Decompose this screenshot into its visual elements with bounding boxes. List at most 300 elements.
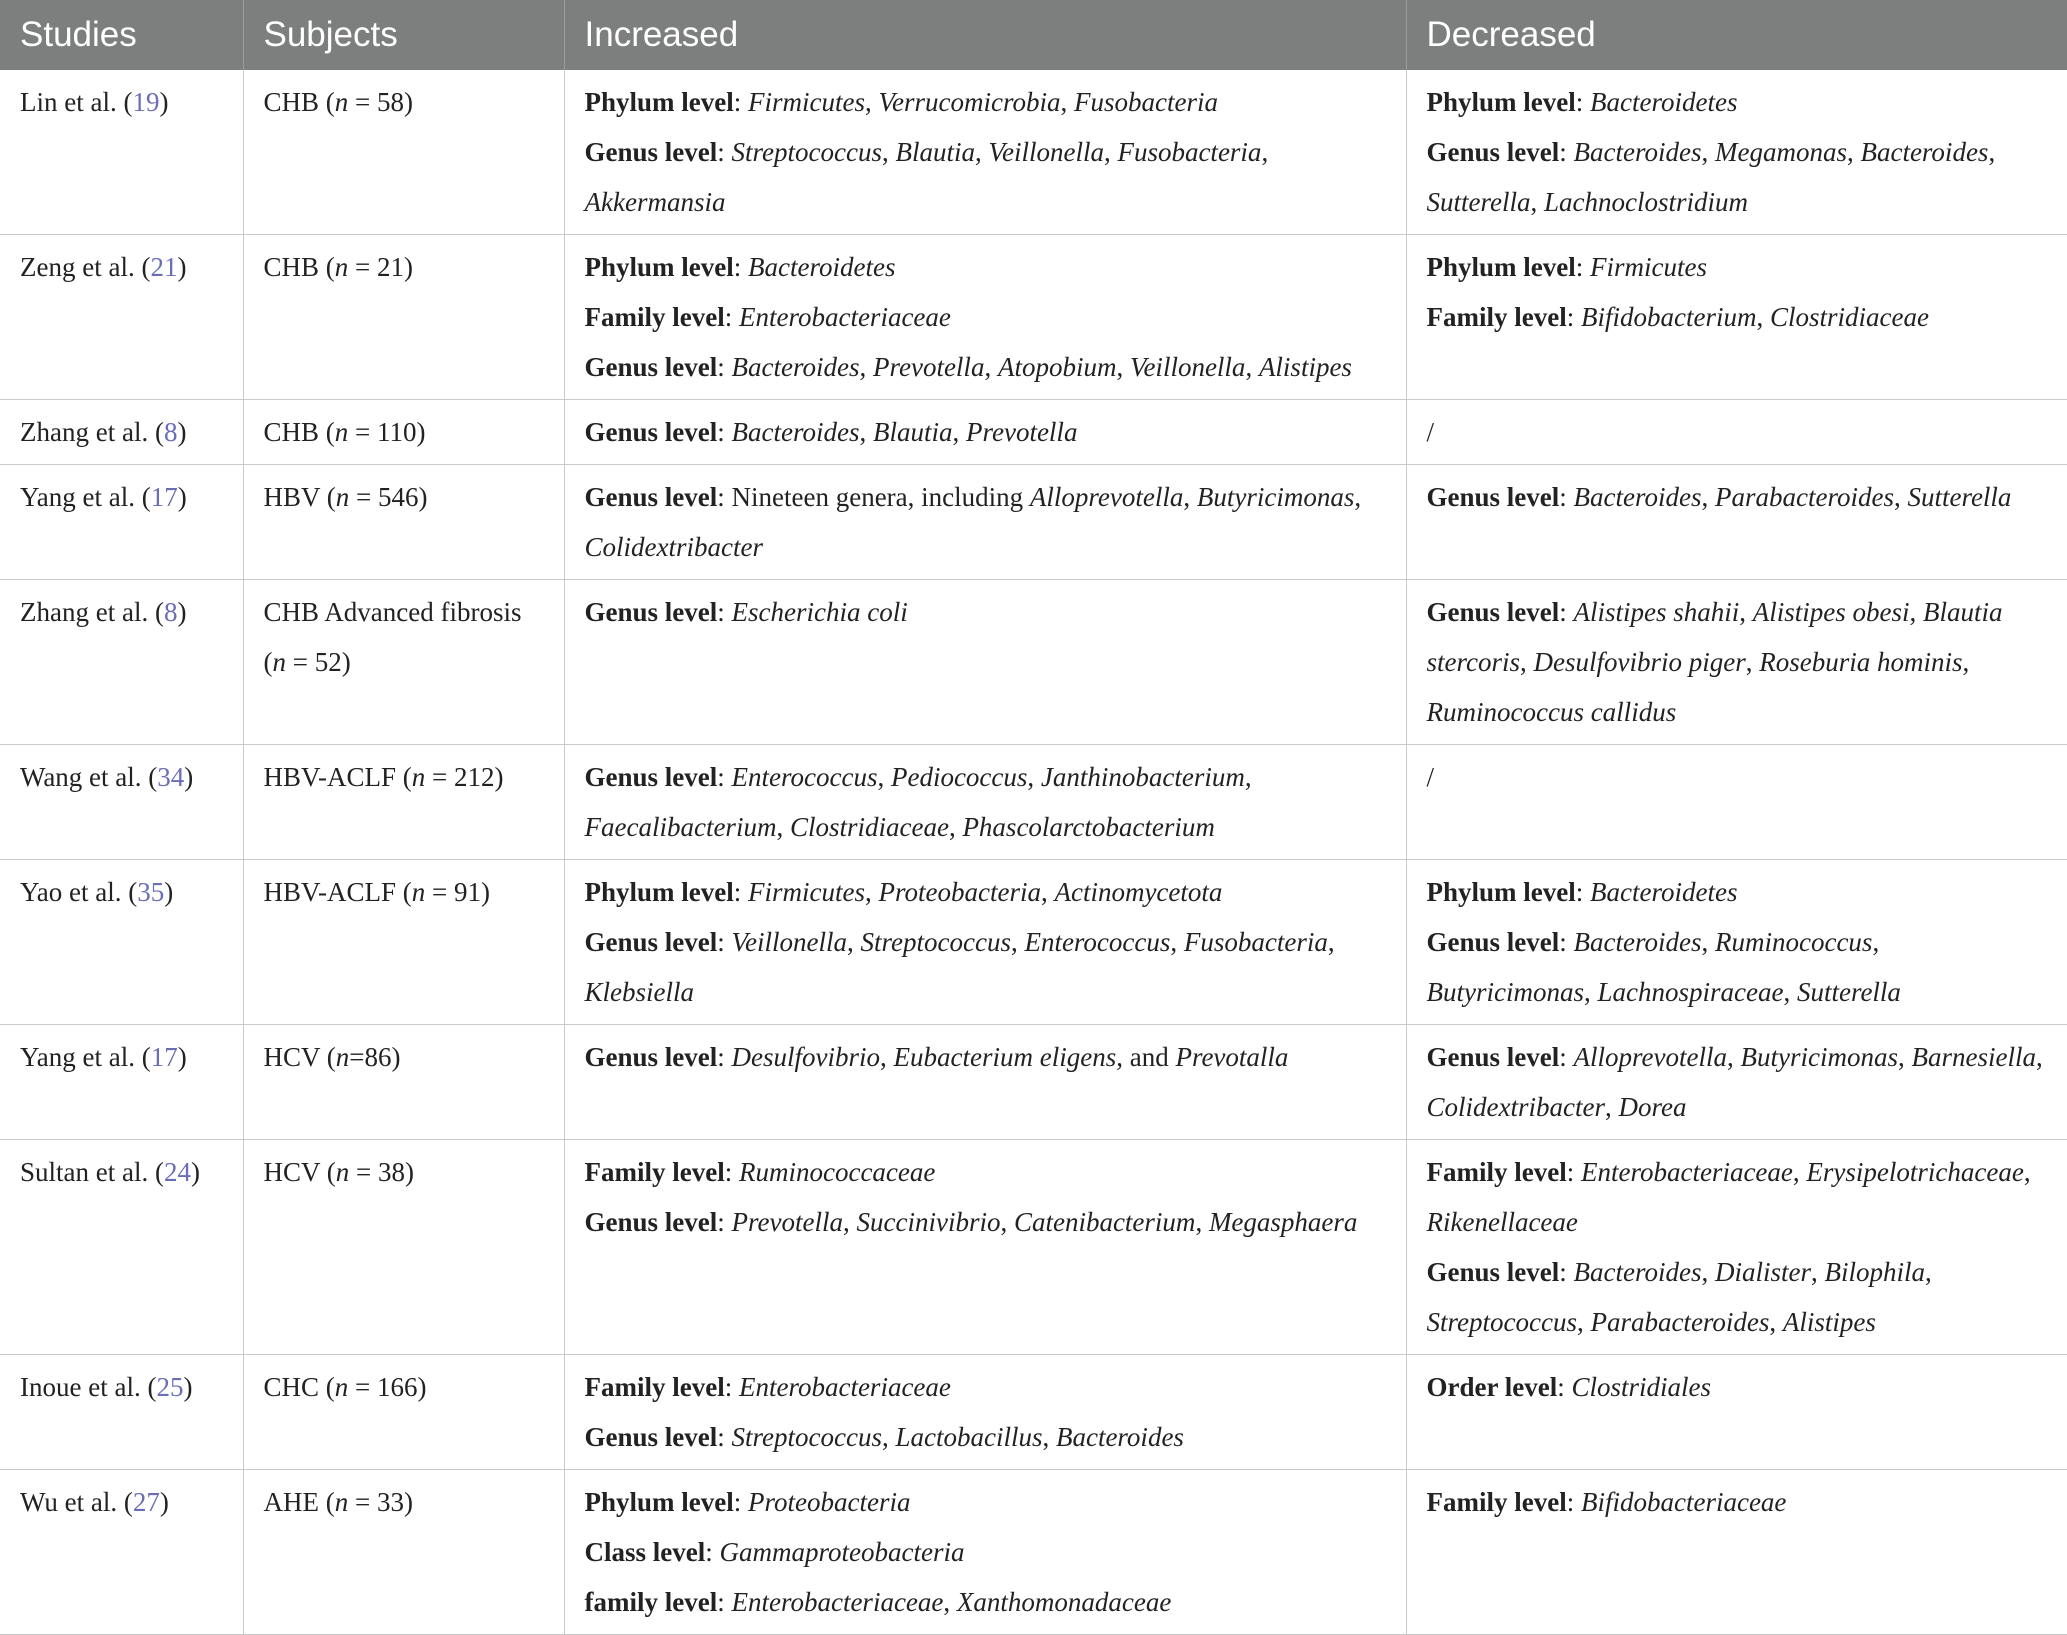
taxon-name: Megamonas	[1714, 137, 1847, 167]
cell-decreased	[1406, 860, 2067, 1025]
text-segment: ,	[1739, 597, 1753, 627]
text-segment: :	[717, 597, 732, 627]
taxon-name: Phascolarctobacterium	[962, 812, 1215, 842]
taxon-name: Prevotella	[872, 352, 985, 382]
text-segment: Sultan et al. (	[20, 1157, 164, 1187]
cell-line	[585, 1197, 1386, 1247]
text-segment: ,	[1988, 137, 1996, 167]
text-segment: :	[1575, 87, 1591, 117]
taxon-name: Bacteroides	[1055, 1422, 1184, 1452]
taxon-name: Veillonella	[1129, 352, 1246, 382]
text-segment: HBV-ACLF (	[263, 762, 412, 792]
citation-ref: 17	[150, 482, 178, 512]
text-segment: CHB (	[263, 252, 335, 282]
taxon-level-label: Genus level	[584, 352, 718, 382]
text-segment: )	[177, 597, 187, 627]
text-segment: ,	[1756, 302, 1770, 332]
text-segment: Wang et al. (	[20, 762, 158, 792]
text-segment: = 52)	[286, 647, 351, 677]
table-body	[0, 70, 2067, 1635]
text-segment: :	[1566, 302, 1581, 332]
citation-ref: 25	[156, 1372, 184, 1402]
taxon-name: Bacteroides	[1573, 137, 1702, 167]
taxon-name: Clostridiaceae	[1769, 302, 1929, 332]
cell-line	[1427, 752, 2048, 802]
text-segment: ,	[1183, 482, 1197, 512]
text-segment: )	[159, 1487, 169, 1517]
cell-line	[1427, 867, 2048, 917]
taxon-level-label: Genus level	[1426, 137, 1560, 167]
text-segment: :	[717, 417, 732, 447]
taxon-level-label: Phylum level	[584, 1487, 734, 1517]
taxon-name: Bacteroidetes	[1590, 87, 1738, 117]
taxon-level-label: Genus level	[584, 1422, 718, 1452]
taxon-level-label: Family level	[1426, 1157, 1567, 1187]
table-row	[0, 580, 2067, 745]
taxon-level-label: Genus level	[584, 137, 718, 167]
taxon-name: Alistipes shahii	[1573, 597, 1740, 627]
text-segment: = 546)	[349, 482, 428, 512]
text-segment: Lin et al. (	[20, 87, 133, 117]
taxon-name: Prevotella	[731, 1207, 843, 1237]
table-row	[0, 1470, 2067, 1635]
text-segment: ,	[880, 1042, 894, 1072]
taxon-name: n	[272, 647, 286, 677]
text-segment: Yang et al. (	[20, 482, 151, 512]
text-segment: ,	[1792, 1157, 1807, 1187]
taxon-name: Bifidobacterium	[1580, 302, 1757, 332]
taxon-name: Alistipes	[1258, 352, 1352, 382]
taxon-name: Colidextribacter	[1426, 1092, 1605, 1122]
taxon-name: Proteobacteria	[748, 1487, 911, 1517]
taxon-name: Bacteroidetes	[1590, 877, 1738, 907]
text-segment: ,	[1244, 762, 1252, 792]
table-row	[0, 860, 2067, 1025]
text-segment: HBV-ACLF (	[263, 877, 412, 907]
taxon-name: Prevotalla	[1175, 1042, 1289, 1072]
taxon-name: n	[334, 1372, 349, 1402]
text-segment: ,	[1726, 1042, 1741, 1072]
text-segment: ,	[1701, 1257, 1715, 1287]
taxon-name: Akkermansia	[584, 187, 726, 217]
text-segment: ,	[859, 417, 873, 447]
cell-line	[1427, 242, 2048, 292]
cell-subjects	[243, 1025, 564, 1140]
text-segment: :	[733, 252, 749, 282]
text-segment: ,	[842, 1207, 857, 1237]
cell-line	[585, 242, 1386, 292]
cell-study	[0, 860, 243, 1025]
taxon-level-label: Phylum level	[1426, 87, 1576, 117]
taxon-name: Parabacteroides	[1714, 482, 1894, 512]
text-segment: ,	[1872, 927, 1880, 957]
text-segment: ,	[1897, 1042, 1912, 1072]
text-segment: CHB (	[263, 417, 335, 447]
text-segment: : Nineteen genera, including	[717, 482, 1030, 512]
cell-subjects	[243, 580, 564, 745]
taxon-level-label: Genus level	[1426, 927, 1560, 957]
text-segment: :	[717, 927, 732, 957]
text-segment: )	[177, 1042, 187, 1072]
taxon-level-label: Genus level	[584, 417, 718, 447]
taxon-name: Butyricimonas	[1426, 977, 1584, 1007]
taxon-name: Desulfovibrio piger	[1533, 647, 1746, 677]
taxon-level-label: Genus level	[584, 1042, 718, 1072]
text-segment: ,	[1846, 137, 1861, 167]
taxon-name: Bacteroides	[1573, 927, 1702, 957]
cell-line	[585, 1147, 1386, 1197]
taxon-name: Fusobacteria	[1117, 137, 1262, 167]
text-segment: ,	[984, 352, 998, 382]
text-segment: = 33)	[348, 1487, 413, 1517]
text-segment: :	[1559, 927, 1574, 957]
cell-decreased	[1406, 1025, 2067, 1140]
citation-ref: 21	[150, 252, 178, 282]
text-segment: )	[177, 417, 187, 447]
text-segment: ,	[1576, 1307, 1591, 1337]
taxon-name: Enterococcus	[1024, 927, 1171, 957]
taxon-level-label: Order level	[1426, 1372, 1558, 1402]
text-segment: ,	[1354, 482, 1362, 512]
citation-ref: 27	[132, 1487, 160, 1517]
cell-line	[1427, 472, 2048, 522]
taxon-name: Enterobacteriaceae	[1580, 1157, 1793, 1187]
text-segment: :	[717, 1587, 732, 1617]
cell-increased	[564, 235, 1406, 400]
taxon-name: Colidextribacter	[584, 532, 763, 562]
taxon-name: Bifidobacteriaceae	[1580, 1487, 1787, 1517]
cell-study	[0, 400, 243, 465]
text-segment: )	[159, 87, 169, 117]
cell-line	[585, 1032, 1386, 1082]
text-segment: ,	[1040, 877, 1055, 907]
text-segment: AHE (	[263, 1487, 335, 1517]
taxon-level-label: Phylum level	[1426, 252, 1576, 282]
cell-line	[1427, 1477, 2048, 1527]
text-segment: ,	[1170, 927, 1184, 957]
text-segment: ,	[1245, 352, 1259, 382]
cell-decreased	[1406, 1355, 2067, 1470]
cell-line	[585, 407, 1386, 457]
cell-increased	[564, 400, 1406, 465]
text-segment: :	[717, 137, 732, 167]
text-segment: ,	[2023, 1157, 2031, 1187]
text-segment: ,	[1103, 137, 1118, 167]
taxon-name: Xanthomonadaceae	[956, 1587, 1172, 1617]
cell-study	[0, 235, 243, 400]
taxon-level-label: Family level	[584, 1157, 725, 1187]
taxon-name: Clostridiales	[1571, 1372, 1711, 1402]
text-segment: :	[717, 1422, 732, 1452]
taxon-level-label: Family level	[584, 302, 725, 332]
taxon-name: Fusobacteria	[1183, 927, 1328, 957]
taxon-level-label: Phylum level	[1426, 877, 1576, 907]
taxon-level-label: Class level	[584, 1537, 706, 1567]
text-segment: ,	[1701, 927, 1715, 957]
text-segment: :	[1559, 137, 1574, 167]
taxon-name: n	[335, 482, 350, 512]
cell-line	[1427, 77, 2048, 127]
text-segment: ,	[1195, 1207, 1209, 1237]
text-segment: ,	[1060, 87, 1074, 117]
text-segment: )	[164, 877, 174, 907]
text-segment: ,	[1010, 927, 1025, 957]
text-segment: ,	[847, 927, 861, 957]
text-segment: ,	[1583, 977, 1598, 1007]
cell-subjects	[243, 465, 564, 580]
text-segment: ,	[1769, 1307, 1783, 1337]
cell-decreased	[1406, 70, 2067, 235]
cell-line	[1427, 1147, 2048, 1247]
taxon-name: Megasphaera	[1208, 1207, 1358, 1237]
text-segment: ,	[1261, 137, 1269, 167]
table-row	[0, 70, 2067, 235]
taxon-name: Blautia stercoris	[1426, 597, 2003, 677]
cell-increased	[564, 70, 1406, 235]
taxon-name: Lactobacillus	[895, 1422, 1043, 1452]
cell-line	[1427, 1362, 2048, 1412]
taxon-level-label: Family level	[1426, 302, 1567, 332]
taxon-name: Bacteroidetes	[748, 252, 896, 282]
text-segment: ,	[1783, 977, 1797, 1007]
taxon-name: Enterococcus	[731, 762, 878, 792]
taxon-name: Escherichia coli	[731, 597, 908, 627]
cell-line	[585, 1527, 1386, 1577]
cell-line	[1427, 292, 2048, 342]
taxon-name: Streptococcus	[731, 1422, 882, 1452]
text-segment: ,	[974, 137, 989, 167]
cell-decreased	[1406, 1140, 2067, 1355]
table-row	[0, 235, 2067, 400]
table-row	[0, 1355, 2067, 1470]
text-segment: ,	[1893, 482, 1908, 512]
taxon-name: Prevotella	[965, 417, 1078, 447]
text-segment: :	[1566, 1157, 1581, 1187]
text-segment: :	[733, 877, 749, 907]
taxon-name: Streptococcus	[860, 927, 1011, 957]
taxon-name: Butyricimonas	[1740, 1042, 1898, 1072]
taxon-name: Clostridiaceae	[789, 812, 949, 842]
text-segment: = 58)	[348, 87, 413, 117]
taxon-name: Verrucomicrobia	[878, 87, 1061, 117]
text-segment: ,	[1925, 1257, 1932, 1287]
taxon-name: Blautia	[872, 417, 953, 447]
taxon-name: Eubacterium eligens	[893, 1042, 1117, 1072]
cell-line	[1427, 407, 2048, 457]
text-segment: CHB (	[263, 87, 335, 117]
cell-subjects	[243, 70, 564, 235]
taxon-name: Lachnospiraceae	[1597, 977, 1784, 1007]
text-segment: ,	[1042, 1422, 1056, 1452]
cell-increased	[564, 745, 1406, 860]
text-segment: Zhang et al. (	[20, 417, 164, 447]
taxon-name: Streptococcus	[1426, 1307, 1577, 1337]
cell-decreased	[1406, 465, 2067, 580]
text-segment: :	[1559, 597, 1574, 627]
cell-decreased	[1406, 1470, 2067, 1635]
text-segment: :	[724, 302, 739, 332]
cell-decreased	[1406, 235, 2067, 400]
text-segment: :	[724, 1372, 739, 1402]
taxon-level-label: Genus level	[584, 482, 718, 512]
taxon-name: Sutterella	[1796, 977, 1901, 1007]
taxon-level-label: Genus level	[1426, 482, 1560, 512]
citation-ref: 17	[150, 1042, 178, 1072]
taxon-name: Janthinobacterium	[1040, 762, 1245, 792]
taxon-name: Catenibacterium	[1013, 1207, 1196, 1237]
text-segment: ,	[948, 812, 963, 842]
taxon-name: Bacteroides	[731, 417, 860, 447]
text-segment: :	[1575, 877, 1591, 907]
taxon-name: Dialister	[1714, 1257, 1811, 1287]
table-row	[0, 1025, 2067, 1140]
text-segment: = 38)	[349, 1157, 414, 1187]
taxon-name: Streptococcus	[731, 137, 882, 167]
cell-increased	[564, 580, 1406, 745]
taxon-name: Bacteroides	[1573, 1257, 1702, 1287]
cell-line	[1427, 917, 2048, 1017]
taxon-name: Alistipes	[1782, 1307, 1876, 1337]
cell-line	[585, 917, 1386, 1017]
text-segment: , and	[1116, 1042, 1176, 1072]
text-segment: )	[190, 1157, 200, 1187]
taxon-name: Erysipelotrichaceae	[1806, 1157, 2024, 1187]
text-segment: ,	[1530, 187, 1544, 217]
text-segment: :	[717, 352, 732, 382]
cell-study	[0, 580, 243, 745]
text-segment: Zhang et al. (	[20, 597, 164, 627]
taxon-name: Bacteroides	[731, 352, 860, 382]
text-segment: :	[717, 1042, 732, 1072]
taxon-name: Bacteroides	[1860, 137, 1989, 167]
cell-study	[0, 1025, 243, 1140]
taxon-level-label: Phylum level	[584, 87, 734, 117]
taxon-name: Parabacteroides	[1590, 1307, 1770, 1337]
text-segment: ,	[1604, 1092, 1619, 1122]
cell-line	[585, 1577, 1386, 1627]
text-segment: = 110)	[348, 417, 426, 447]
text-segment: ,	[1701, 482, 1715, 512]
cell-study	[0, 745, 243, 860]
text-segment: Zeng et al. (	[20, 252, 151, 282]
text-segment: )	[183, 1372, 193, 1402]
header-studies: Studies	[0, 0, 243, 70]
cell-line	[585, 77, 1386, 127]
cell-line	[585, 1412, 1386, 1462]
text-segment: :	[1575, 252, 1591, 282]
taxon-name: Roseburia hominis	[1759, 647, 1963, 677]
cell-study	[0, 1355, 243, 1470]
cell-study	[0, 70, 243, 235]
text-segment: ,	[1520, 647, 1534, 677]
cell-line	[585, 1477, 1386, 1527]
cell-study	[0, 465, 243, 580]
table-row	[0, 465, 2067, 580]
taxon-name: n	[334, 252, 349, 282]
text-segment: ,	[1116, 352, 1130, 382]
cell-line	[1427, 587, 2048, 737]
taxon-name: Alloprevotella	[1029, 482, 1184, 512]
text-segment: ,	[881, 1422, 896, 1452]
cell-line	[585, 127, 1386, 227]
citation-ref: 8	[163, 597, 178, 627]
citation-ref: 34	[157, 762, 185, 792]
text-segment: ,	[1745, 647, 1760, 677]
taxon-name: Dorea	[1618, 1092, 1687, 1122]
text-segment: = 212)	[425, 762, 504, 792]
taxon-name: Rikenellaceae	[1426, 1207, 1578, 1237]
taxon-name: Sutterella	[1907, 482, 2012, 512]
taxon-name: Butyricimonas	[1196, 482, 1355, 512]
cell-increased	[564, 465, 1406, 580]
citation-ref: 24	[163, 1157, 191, 1187]
text-segment: :	[705, 1537, 720, 1567]
cell-line	[1427, 1032, 2048, 1132]
taxon-name: Pediococcus	[890, 762, 1028, 792]
citation-ref: 8	[163, 417, 178, 447]
cell-decreased	[1406, 580, 2067, 745]
text-segment: ,	[943, 1587, 957, 1617]
text-segment: HBV (	[263, 482, 336, 512]
text-segment: :	[733, 87, 749, 117]
text-segment: CHC (	[263, 1372, 335, 1402]
header-subjects: Subjects	[243, 0, 564, 70]
taxon-level-label: family level	[584, 1587, 718, 1617]
text-segment: :	[724, 1157, 739, 1187]
cell-line	[585, 292, 1386, 342]
text-segment: ,	[877, 762, 891, 792]
text-segment: :	[1557, 1372, 1572, 1402]
text-segment: ,	[1327, 927, 1335, 957]
cell-line	[585, 1362, 1386, 1412]
taxon-name: Enterobacteriaceae	[731, 1587, 944, 1617]
cell-decreased	[1406, 400, 2067, 465]
text-segment: :	[717, 762, 732, 792]
text-segment: ,	[1000, 1207, 1014, 1237]
cell-increased	[564, 860, 1406, 1025]
taxon-level-label: Genus level	[584, 597, 718, 627]
cell-increased	[564, 1140, 1406, 1355]
citation-ref: 19	[132, 87, 160, 117]
taxon-name: Firmicutes	[748, 877, 865, 907]
taxon-name: Firmicutes	[1590, 252, 1707, 282]
taxon-name: Gammaproteobacteria	[719, 1537, 965, 1567]
text-segment: HCV (	[263, 1157, 336, 1187]
text-segment: ,	[776, 812, 790, 842]
taxon-name: Bacteroides	[1573, 482, 1702, 512]
taxon-name: n	[334, 87, 349, 117]
cell-subjects	[243, 400, 564, 465]
table-header	[0, 0, 2067, 70]
text-segment: CHB Advanced fibrosis (	[263, 597, 522, 677]
text-segment: ,	[1909, 597, 1924, 627]
taxon-name: Faecalibacterium	[584, 812, 777, 842]
table-row	[0, 745, 2067, 860]
text-segment: Wu et al. (	[20, 1487, 133, 1517]
text-segment: :	[1566, 1487, 1581, 1517]
taxon-name: Klebsiella	[584, 977, 694, 1007]
text-segment: :	[717, 1207, 732, 1237]
taxon-level-label: Genus level	[1426, 1257, 1560, 1287]
taxon-name: n	[411, 877, 426, 907]
text-segment: HCV (	[263, 1042, 336, 1072]
taxon-level-label: Family level	[1426, 1487, 1567, 1517]
taxon-name: n	[411, 762, 426, 792]
text-segment: ,	[1701, 137, 1715, 167]
cell-subjects	[243, 1470, 564, 1635]
text-segment: ,	[2035, 1042, 2043, 1072]
text-segment: Yao et al. (	[20, 877, 138, 907]
